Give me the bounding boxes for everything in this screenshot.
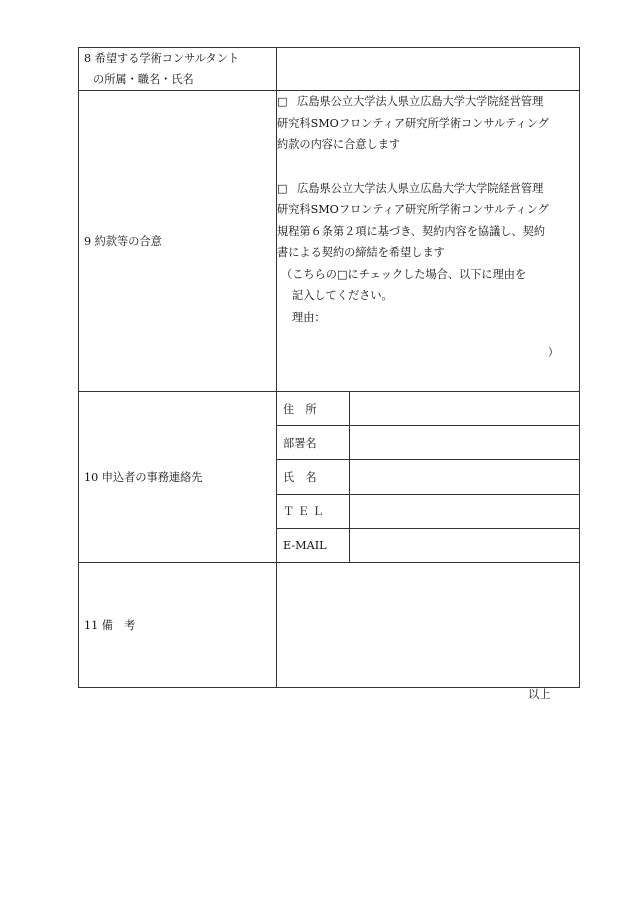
- contact-row: [79, 392, 580, 563]
- contact-fields: [277, 392, 579, 562]
- agreement-row: [79, 91, 580, 392]
- remarks-input[interactable]: [277, 563, 580, 688]
- remarks-label: 11 備 考: [79, 563, 277, 688]
- agree-option-2-checkbox[interactable]: □: [277, 181, 288, 195]
- tel-input[interactable]: [350, 494, 580, 528]
- email-label: E-MAIL: [277, 528, 350, 562]
- contact-field-row: [277, 392, 579, 426]
- email-input[interactable]: [350, 528, 580, 562]
- agree-option-2-text-3: 規程第６条第２項に基づき、契約内容を協議し、契約: [277, 224, 546, 238]
- consultant-label: [79, 48, 277, 91]
- contact-field-row: [277, 528, 579, 562]
- contact-field-row: [277, 460, 579, 494]
- department-label: 部署名: [277, 426, 350, 460]
- remarks-row: [79, 563, 580, 688]
- contact-field-row: [277, 426, 579, 460]
- agree-option-1-text-2: 研究科SMOフロンティア研究所学術コンサルティング: [277, 116, 549, 130]
- name-label: 氏 名: [277, 460, 350, 494]
- contact-label: 10 申込者の事務連絡先: [79, 392, 277, 563]
- application-form-table: [78, 47, 580, 688]
- closing-text: 以上: [528, 688, 551, 701]
- address-label: 住 所: [277, 392, 350, 426]
- name-input[interactable]: [350, 460, 580, 494]
- department-input[interactable]: [350, 426, 580, 460]
- consultant-input[interactable]: [277, 48, 580, 91]
- note-line-2: 記入してください。: [292, 289, 393, 302]
- consultant-label-line1: 8 希望する学術コンサルタント: [84, 52, 240, 65]
- reason-close-paren: ）: [547, 346, 559, 359]
- note-line-1: （こちらの□にチェックした場合、以下に理由を: [281, 267, 527, 281]
- address-input[interactable]: [350, 392, 580, 426]
- agree-option-1: [277, 91, 579, 113]
- agreement-options: [277, 91, 580, 392]
- agree-option-1-checkbox[interactable]: □: [277, 95, 288, 108]
- agree-option-2: [277, 178, 579, 200]
- contact-fields-cell: [277, 392, 580, 563]
- agree-option-2-text-1: 広島県公立大学法人県立広島大学大学院経営管理: [297, 181, 544, 195]
- consultant-row: [79, 48, 580, 91]
- contact-field-row: [277, 494, 579, 528]
- consultant-label-line2: の所属・職名・氏名: [93, 73, 194, 86]
- tel-label: Ｔ Ｅ Ｌ: [277, 494, 350, 528]
- agreement-label: 9 約款等の合意: [79, 91, 277, 392]
- agree-option-2-text-4: 書による契約の締結を希望します: [277, 246, 445, 259]
- reason-label: 理由：: [292, 310, 326, 324]
- agree-option-2-text-2: 研究科SMOフロンティア研究所学術コンサルティング: [277, 203, 549, 216]
- agree-option-1-text-1: 広島県公立大学法人県立広島大学大学院経営管理: [297, 95, 544, 108]
- agree-option-1-text-3: 約款の内容に合意します: [277, 138, 401, 151]
